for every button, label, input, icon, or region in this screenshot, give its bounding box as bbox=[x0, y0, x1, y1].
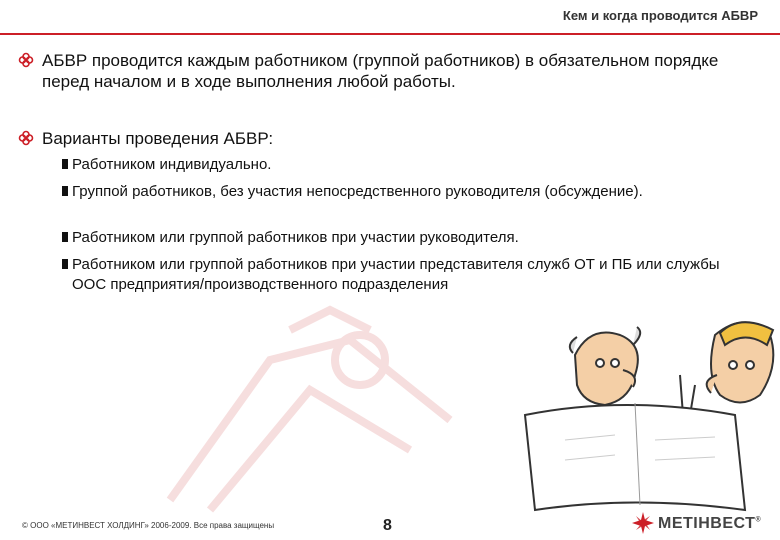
square-bullet-icon bbox=[62, 186, 68, 196]
bullet-1 bbox=[42, 50, 762, 92]
flower-icon bbox=[18, 130, 34, 146]
square-bullet-icon bbox=[62, 259, 68, 269]
slide-title: Кем и когда проводится АБВР bbox=[562, 8, 758, 23]
sub-bullet-1-text: Работником индивидуально. bbox=[72, 156, 272, 173]
square-bullet-icon bbox=[62, 159, 68, 169]
flower-icon bbox=[18, 52, 34, 68]
sub-bullet-1 bbox=[72, 155, 752, 175]
sub-bullet-2-text: Группой работников, без участия непосредственного руководителя (обсуждение). bbox=[72, 183, 643, 200]
bullet-2-text: Варианты проведения АБВР: bbox=[42, 129, 274, 148]
page-number: 8 bbox=[383, 517, 392, 534]
square-bullet-icon bbox=[62, 232, 68, 242]
metinvest-logo bbox=[632, 512, 772, 538]
bullet-2 bbox=[42, 128, 762, 149]
bullet-1-text: АБВР проводится каждым работником (группой работников) в обязательном порядке перед началом и в ходе выполнения любой работы. bbox=[42, 51, 719, 91]
sub-bullet-4 bbox=[72, 255, 752, 295]
cartoon-man-right bbox=[707, 322, 774, 402]
footer-copyright: © ООО «МЕТИНВЕСТ ХОЛДИНГ» 2006-2009. Все права защищены bbox=[22, 521, 275, 530]
sub-bullet-4-text: Работником или группой работников при участии представителя служб ОТ и ПБ или службы ООС предприятия/производственного подразделения bbox=[72, 256, 720, 293]
cartoon-workers-illustration bbox=[505, 315, 780, 515]
watermark-illustration bbox=[150, 300, 510, 520]
sub-bullet-3 bbox=[72, 228, 752, 248]
sub-bullet-3-text: Работником или группой работников при участии руководителя. bbox=[72, 229, 519, 246]
registered-mark: ® bbox=[755, 516, 762, 524]
header-divider bbox=[0, 33, 780, 35]
sub-bullet-2 bbox=[72, 182, 752, 202]
logo-wordmark bbox=[658, 515, 761, 533]
cartoon-man-left bbox=[570, 327, 640, 405]
metinvest-star-icon bbox=[632, 512, 654, 534]
logo-text: МЕТІНВЕСТ bbox=[658, 515, 756, 532]
